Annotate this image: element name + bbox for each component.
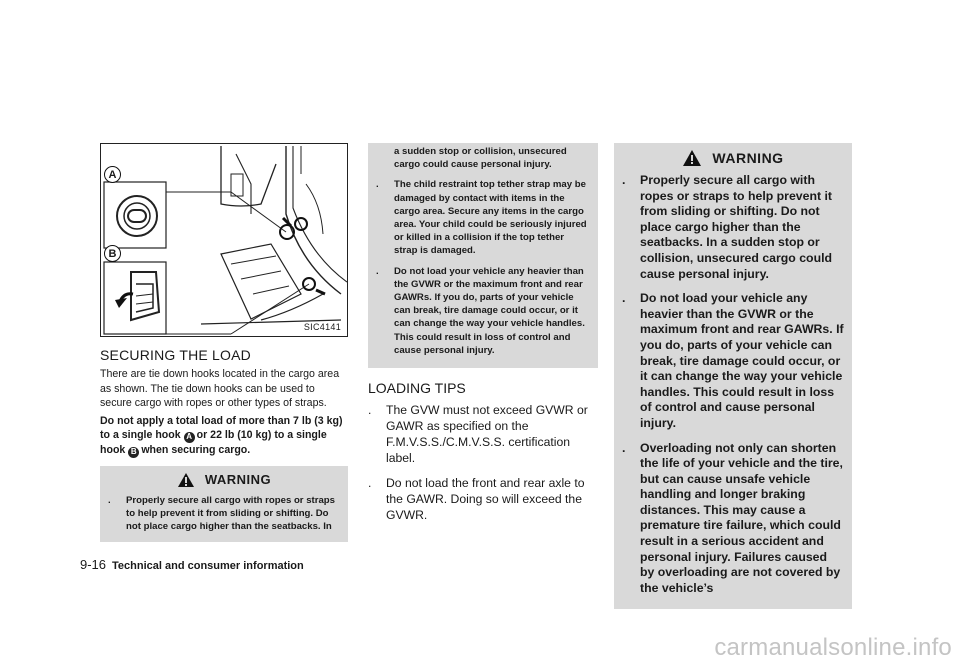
bullet: . <box>376 265 379 277</box>
section-heading-loading-tips: LOADING TIPS <box>368 380 466 397</box>
bullet: . <box>622 173 626 187</box>
warning-item <box>622 173 844 282</box>
warning-title: WARNING <box>204 472 272 487</box>
cargo-area-drawing <box>101 144 347 336</box>
section-heading-securing: SECURING THE LOAD <box>100 347 251 363</box>
warning-text: Do not load your vehicle any heavier than the GVWR or the maximum front and rear GAWRs. If you do, parts of your vehicle can break, tire damage could occur, or it can change the way your vehicle handles. This could result in loss of control and cause personal injury. <box>640 291 844 430</box>
load-limit-part3: when securing cargo. <box>141 443 251 456</box>
warning-text: a sudden stop or collision, unsecured cargo could cause personal injury. <box>394 146 567 171</box>
cargo-hook-illustration <box>100 143 348 337</box>
page-number: 9-16 <box>80 557 107 572</box>
tip-text: The GVW must not exceed GVWR or GAWR as specified on the F.M.V.S.S./C.M.V.S.S. certification label. <box>386 403 588 466</box>
list-item <box>368 402 598 466</box>
callout-b: B <box>104 245 121 262</box>
left-column <box>100 143 348 542</box>
warning-item <box>376 178 590 257</box>
loading-tips-list <box>368 402 598 523</box>
bullet: . <box>368 403 372 418</box>
warning-triangle-icon <box>682 149 702 167</box>
warning-list <box>368 145 598 368</box>
warning-box-1 <box>100 466 348 543</box>
page-footer <box>80 557 304 572</box>
bullet: . <box>376 179 379 191</box>
warning-list <box>100 494 348 543</box>
warning-text: Properly secure all cargo with ropes or straps to help prevent it from sliding or shifting. Do not place cargo higher than the seatbacks. In <box>126 494 336 532</box>
warning-item-continued <box>376 145 590 171</box>
warning-triangle-icon <box>177 472 195 488</box>
right-column <box>614 143 852 609</box>
warning-text: The child restraint top tether strap may be damaged by contact with items in the cargo area. Secure any items in the cargo area. Your child could be seriously injured or killed in a collision if the top tether strap is damaged. <box>394 179 587 257</box>
watermark: carmanualsonline.info <box>714 634 952 661</box>
chapter-title: Technical and consumer information <box>112 560 304 572</box>
warning-text: Properly secure all cargo with ropes or straps to help prevent it from sliding or shifting. Do not place cargo higher than the seatbacks. In a sudden stop or collision, unsecured cargo could cause personal injury. <box>640 173 833 281</box>
load-limit-text <box>100 414 348 458</box>
warning-text: Do not load your vehicle any heavier than the GVWR or the maximum front and rear GAWRs. If you do, parts of your vehicle can break, tire damage could occur, or it can change the way your vehicle handles. This could result in loss of control and cause personal injury. <box>394 265 585 356</box>
warning-item <box>622 291 844 431</box>
bullet: . <box>368 476 372 491</box>
load-limit-part1: Do not apply a total load of more than 7 lb (3 kg) to a single hook <box>100 414 343 441</box>
middle-column <box>368 143 598 532</box>
tip-text: Do not load the front and rear axle to the GAWR. Doing so will exceed the GVWR. <box>386 476 585 523</box>
load-limit-part2: or 22 lb (10 kg) to a single hook <box>100 429 327 456</box>
warning-header <box>100 466 348 494</box>
marker-a: A <box>184 432 195 443</box>
warning-list <box>614 173 852 609</box>
callout-a: A <box>104 166 121 183</box>
list-item <box>368 475 598 523</box>
figure-code: SIC4141 <box>303 322 341 332</box>
securing-paragraph: There are tie down hooks located in the cargo area as shown. The tie down hooks can be used to secure cargo with ropes or other types of straps. <box>100 368 340 409</box>
warning-item <box>376 265 590 357</box>
warning-text: Overloading not only can shorten the life of your vehicle and the tire, but can cause unsafe vehicle handling and longer braking distances. This may cause a premature tire failure, which could result in a serious accident and personal injury. Failures caused by overloading are not covered by the vehicle’s <box>640 440 843 595</box>
bullet: . <box>622 440 626 455</box>
warning-item <box>108 494 340 534</box>
warning-box-2 <box>614 143 852 609</box>
marker-b: B <box>128 447 139 458</box>
warning-header <box>614 143 852 173</box>
warning-box-continued <box>368 143 598 368</box>
warning-title: WARNING <box>712 150 784 166</box>
bullet: . <box>622 291 626 306</box>
bullet: . <box>108 494 111 506</box>
warning-item <box>622 441 844 597</box>
